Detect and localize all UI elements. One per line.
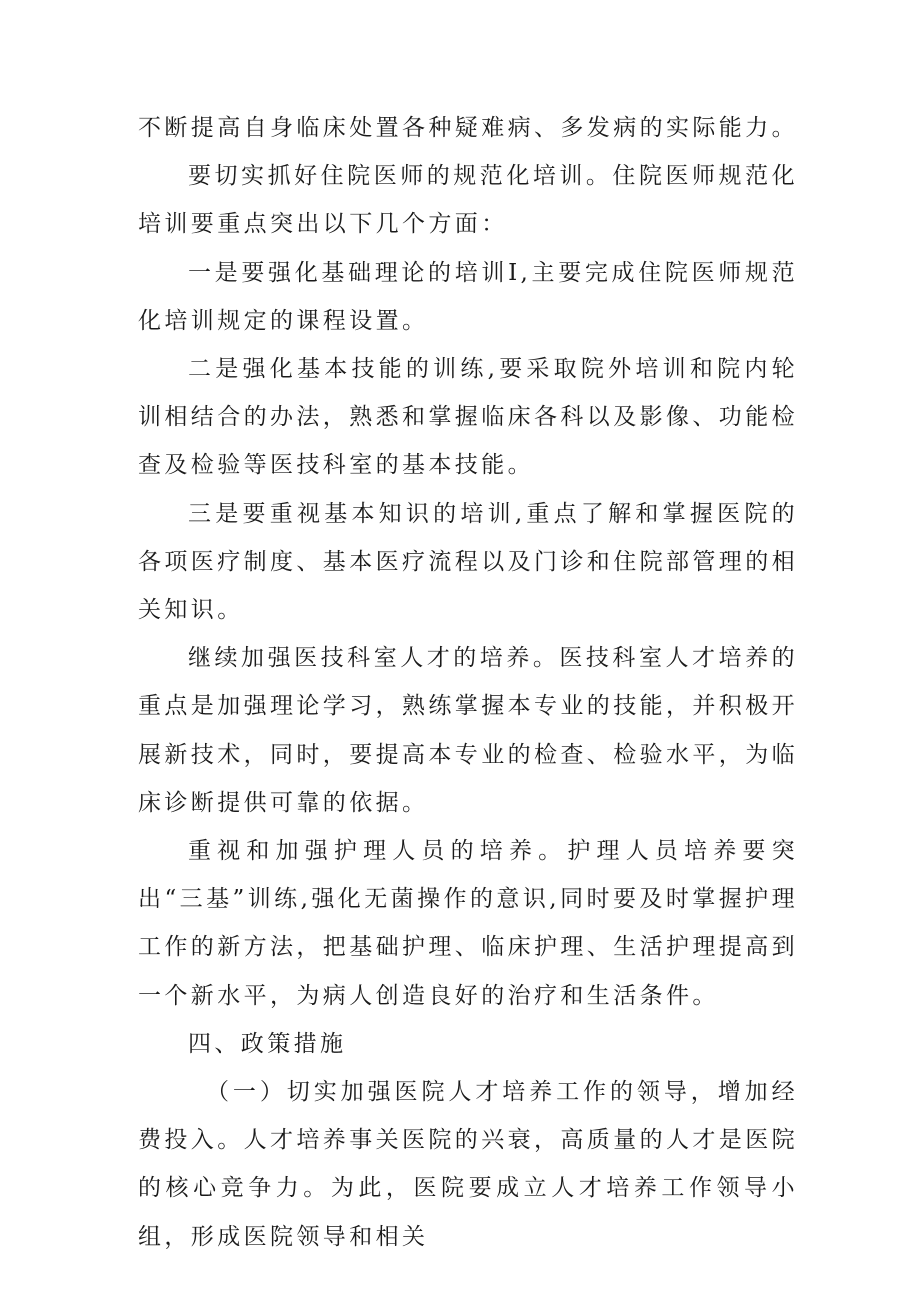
paragraph-resident-training: 要切实抓好住院医师的规范化培训。住院医师规范化培训要重点突出以下几个方面： (138, 163, 798, 238)
paragraph-nursing-training: 重视和加强护理人员的培养。护理人员培养要突出“三基”训练,强化无菌操作的意识,同时要及时掌握护理工作的新方法，把基础护理、临床护理、生活护理提高到一个新水平，为病人创造良好的治疗和生活条件。 (138, 838, 798, 1009)
paragraph-continuation: 不断提高自身临床处置各种疑难病、多发病的实际能力。 (138, 115, 798, 141)
paragraph-medtech-training: 继续加强医技科室人才的培养。医技科室人才培养的重点是加强理论学习，熟练掌握本专业的技能，并积极开展新技术，同时，要提高本专业的检查、检验水平，为临床诊断提供可靠的依据。 (138, 645, 798, 816)
paragraph-point-one: 一是要强化基础理论的培训I,主要完成住院医师规范化培训规定的课程设置。 (138, 259, 798, 334)
paragraph-point-three: 三是要重视基本知识的培训,重点了解和掌握医院的各项医疗制度、基本医疗流程以及门诊和住院部管理的相关知识。 (138, 500, 798, 624)
paragraph-policy-one: （一）切实加强医院人才培养工作的领导，增加经费投入。人才培养事关医院的兴衰，高质量的人才是医院的核心竞争力。为此，医院要成立人才培养工作领导小组，形成医院领导和相关 (138, 1079, 798, 1250)
document-body (138, 104, 798, 1261)
section-heading-policy: 四、政策措施 (188, 1030, 347, 1057)
paragraph-point-two: 二是强化基本技能的训练,要采取院外培训和院内轮训相结合的办法，熟悉和掌握临床各科以及影像、功能检查及检验等医技科室的基本技能。 (138, 356, 798, 479)
